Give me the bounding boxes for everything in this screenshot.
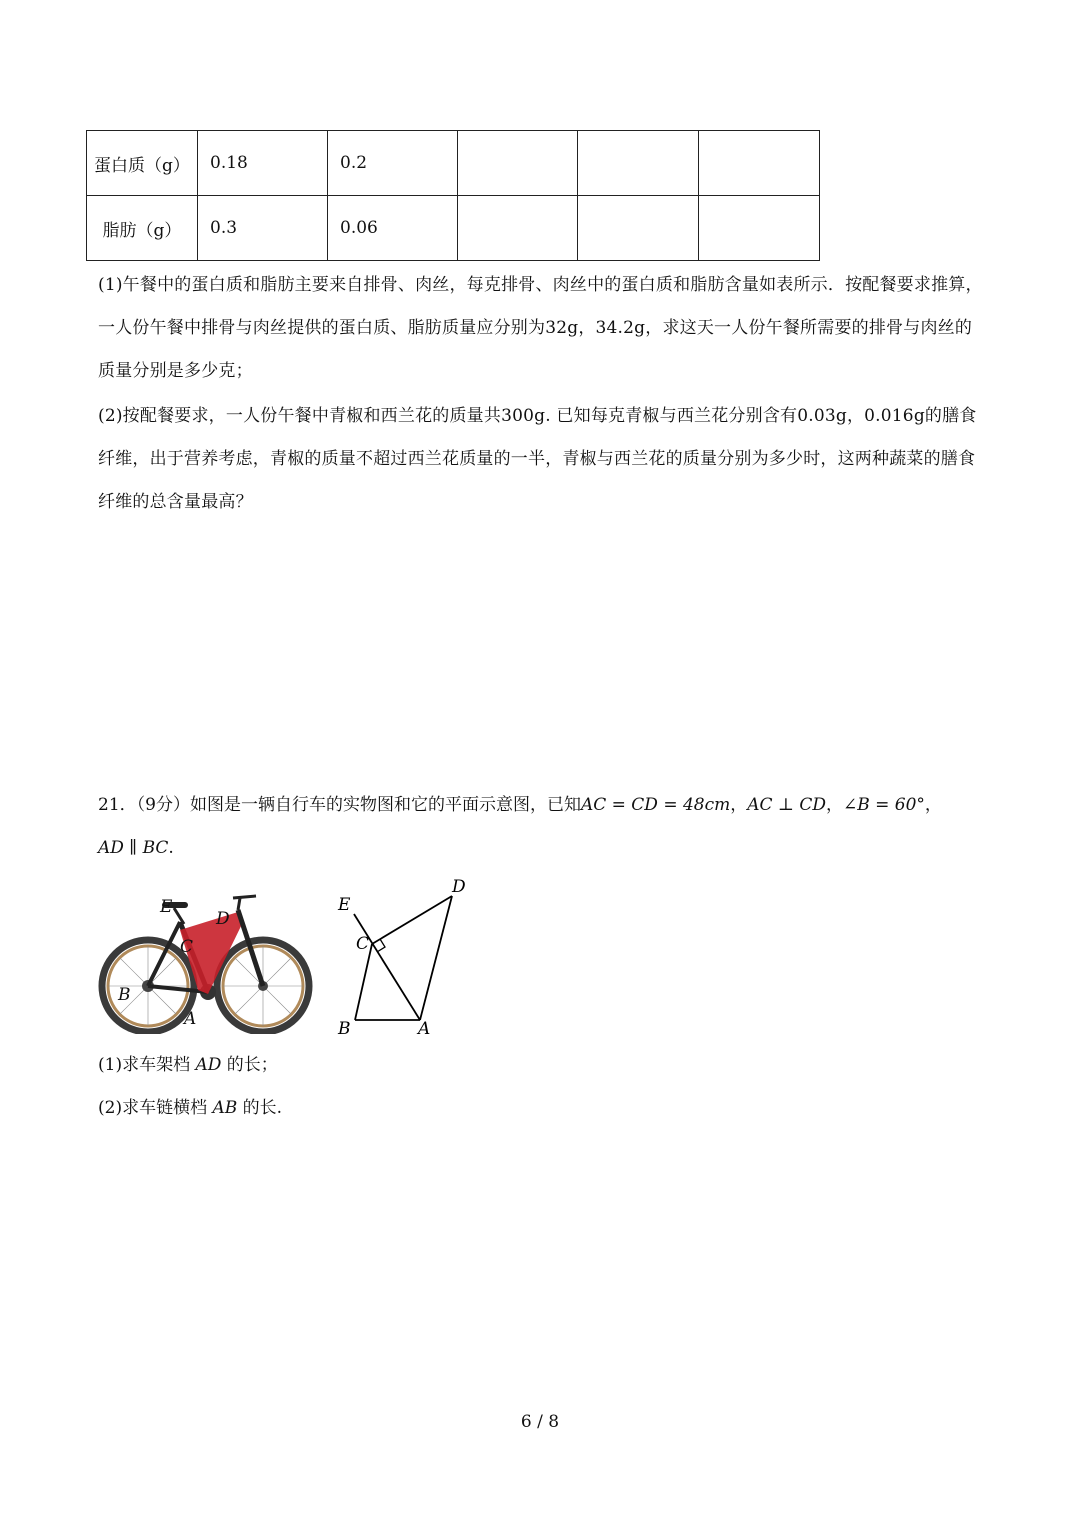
q20-part2: (2)按配餐要求，一人份午餐中青椒和西兰花的质量共300g. 已知每克青椒与西兰花分别含有0.03g，0.016g的膳食纤维，出于营养考虑，青椒的质量不超过西兰花质量的一半，青椒与西兰花的质量分别为多少时，这两种蔬菜的膳食纤维的总含量最高？ <box>98 406 977 512</box>
table-cell <box>458 196 578 261</box>
bike-label-B: B <box>118 985 131 1005</box>
geo-label-E: E <box>338 895 351 915</box>
table-cell <box>458 131 578 196</box>
q21-part1-text: (1)求车架档 <box>98 1055 196 1075</box>
q21-part2-math: AB <box>212 1098 238 1118</box>
q21-cond1: AC = CD = 48cm <box>580 795 731 815</box>
q21-end: . <box>168 838 174 858</box>
table-cell <box>699 196 820 261</box>
geo-label-C: C <box>356 934 370 954</box>
q21-stem-line2 <box>98 827 998 870</box>
row-label: 脂肪（g） <box>87 196 198 261</box>
q21-part2-tail: 的长. <box>237 1098 283 1118</box>
bike-label-A: A <box>184 1009 197 1029</box>
row-label: 蛋白质（g） <box>87 131 198 196</box>
q21-part1-tail: 的长； <box>221 1055 278 1075</box>
table-cell <box>699 131 820 196</box>
q21-sep: ， <box>924 795 942 815</box>
q21-cond2: AC ⊥ CD <box>747 795 826 815</box>
geo-label-A: A <box>418 1019 431 1039</box>
q21-stem <box>98 784 998 827</box>
q20-part1: (1)午餐中的蛋白质和脂肪主要来自排骨、肉丝，每克排骨、肉丝中的蛋白质和脂肪含量如表所示．按配餐要求推算，一人份午餐中排骨与肉丝提供的蛋白质、脂肪质量应分别为32g，34.2g，求这天一人份午餐所需要的排骨与肉丝的质量分别是多少克； <box>98 275 983 381</box>
bike-label-E: E <box>160 897 173 917</box>
q21-sep: ， <box>730 795 748 815</box>
q21-part2 <box>98 1087 998 1130</box>
table-row <box>87 196 820 261</box>
bicycle-photo <box>98 882 313 1034</box>
q21-part1-math: AD <box>195 1055 222 1075</box>
page-number: 6 / 8 <box>520 1412 560 1432</box>
q21-part1 <box>98 1044 998 1087</box>
geo-label-B: B <box>338 1019 351 1039</box>
table-cell: 0.3 <box>198 196 328 261</box>
geo-label-D: D <box>452 877 466 897</box>
table-cell: 0.2 <box>328 131 458 196</box>
nutrition-table <box>86 130 820 261</box>
table-cell <box>578 196 699 261</box>
table-cell: 0.06 <box>328 196 458 261</box>
q21-stem-text: 21．（9分）如图是一辆自行车的实物图和它的平面示意图，已知 <box>98 795 581 815</box>
table-cell: 0.18 <box>198 131 328 196</box>
geometry-diagram <box>330 872 480 1042</box>
bike-label-D: D <box>216 909 230 929</box>
q21-part2-text: (2)求车链横档 <box>98 1098 213 1118</box>
q21-cond4: AD ∥ BC <box>98 838 169 858</box>
bike-label-C: C <box>180 937 194 957</box>
q21-cond3: ∠B = 60° <box>842 795 925 815</box>
q21-sep: ， <box>825 795 843 815</box>
table-row <box>87 131 820 196</box>
table-cell <box>578 131 699 196</box>
